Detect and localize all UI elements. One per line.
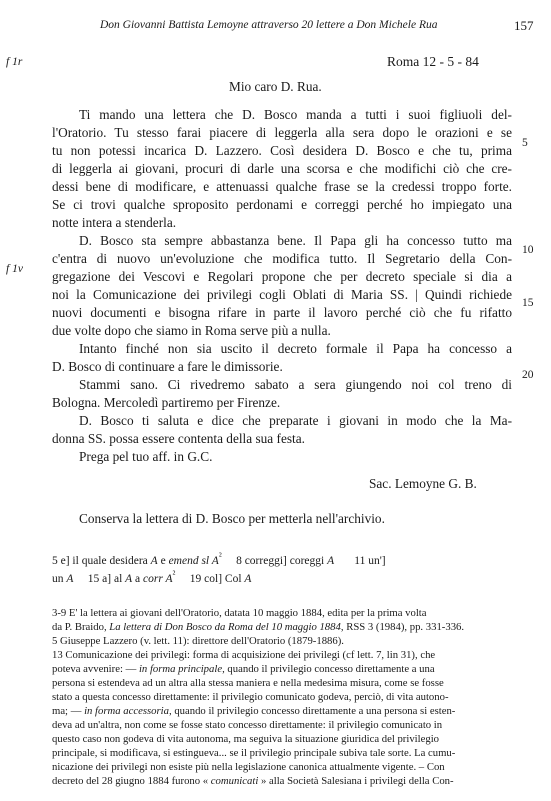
- page-number: 157: [514, 18, 534, 33]
- letter-line: gregazione dei Vescovi e Regolari propone che per decreto speciale si dia a: [52, 269, 512, 284]
- line-number-5: 5: [522, 137, 528, 149]
- letter-line: D. Bosco sta sempre abbastanza bene. Il Papa gli ha concesso tutto ma: [79, 233, 512, 248]
- letter-line: dessi bene di modificare, e attenuassi qualche frase se la credessi troppo forte.: [52, 179, 512, 194]
- note-line: questo caso non godeva di vita autonoma, ma seguiva la situazione giuridica del privilegio: [52, 733, 440, 745]
- postscript: Conserva la lettera di D. Bosco per metterla nell'archivio.: [79, 511, 385, 526]
- letter-line: donna SS. possa essere contenta della sua festa.: [52, 431, 305, 446]
- letter-line: notte intera a stenderla.: [52, 215, 177, 230]
- note-line: 13 Comunicazione dei privilegi: forma di acquisizione dei privilegi (cf lett. 7, lin 31), che: [52, 649, 436, 661]
- note-line: stato a questa concesso direttamente: il privilegio comunicato godeva, perciò, di vita autono-: [52, 691, 449, 703]
- folio-mark-1v: f 1v: [6, 263, 23, 275]
- letter-line: Intanto finché non sia uscito il decreto formale il Papa ha concesso a: [79, 341, 512, 356]
- letter-line: D. Bosco di continuare a fare le dimissorie.: [52, 359, 283, 374]
- apparatus-line: 5 e] il quale desidera A e emend sl $A^{^2}$ 8 correggi] coreggi A 11 un']: [52, 551, 386, 567]
- note-line: nicazione dei privilegi non esiste più nella legislazione canonica attualmente vigente. – Con: [52, 761, 445, 773]
- note-line: principale, si modificava, si estingueva... se il privilegio principale subiva tale sorte. La cumu-: [52, 747, 456, 759]
- line-number-15: 15: [522, 297, 534, 309]
- folio-mark-1r: f 1r: [6, 56, 23, 68]
- letter-line: Ti mando una lettera che D. Bosco manda a tutti i suoi figliuoli del-: [79, 107, 512, 122]
- letter-line: Se ci trovi qualche sproposito perdonami e correggi perché ho impiegato una: [52, 197, 512, 212]
- note-line: ma; — in forma accessoria, quando il privilegio concesso direttamente a una persona si esten-: [52, 705, 456, 717]
- line-number-10: 10: [522, 244, 534, 256]
- letter-line: di leggerla ai giovani, procuri di darle una scorsa e che modifichi ciò che cre-: [52, 161, 512, 176]
- note-line: da P. Braido, La lettera di Don Bosco da Roma del 10 maggio 1884, RSS 3 (1984), pp. 331-336.: [52, 621, 465, 633]
- apparatus-line: un A 15 a] al A a corr $A^{^2}$ 19 col] Col A: [52, 569, 252, 585]
- note-line: deva ad un'altra, non come se fosse stato concesso direttamente: il privilegio comunicato in: [52, 719, 443, 731]
- letter-line: Stammi sano. Ci rivedremo sabato a sera giungendo noi col treno di: [79, 377, 512, 392]
- letter-line: tu non potessi incarica D. Lazzero. Così desidera D. Bosco e che tu, prima: [52, 143, 512, 158]
- place-date: Roma 12 - 5 - 84: [387, 54, 479, 69]
- salutation: Mio caro D. Rua.: [229, 79, 322, 94]
- note-line: persona si estendeva ad un altra alla stessa maniera e nella medesima misura, come se fosse: [52, 677, 444, 689]
- note-line: decreto del 28 giugno 1884 furono « comunicati » alla Società Salesiana i privilegi della Con-: [52, 775, 454, 787]
- signature: Sac. Lemoyne G. B.: [369, 476, 477, 491]
- line-number-20: 20: [522, 369, 534, 381]
- letter-line: Prega pel tuo aff. in G.C.: [79, 449, 213, 464]
- note-line: 5 Giuseppe Lazzero (v. lett. 11): direttore dell'Oratorio (1879-1886).: [52, 635, 344, 647]
- letter-line: noi la Comunicazione dei privilegi cogli Oblati di Maria SS. | Quindi richiede: [52, 287, 512, 302]
- letter-line: Bologna. Mercoledì partiremo per Firenze.: [52, 395, 281, 410]
- note-line: poteva avvenire: — in forma principale, quando il privilegio concesso direttamente a una: [52, 663, 435, 675]
- letter-line: D. Bosco ti saluta e dice che preparate i giovani in modo che la Ma-: [79, 413, 512, 428]
- letter-line: c'entra di nuovo un'evoluzione che modifica tutto. Il Segretario della Con-: [52, 251, 512, 266]
- running-title: Don Giovanni Battista Lemoyne attraverso 20 lettere a Don Michele Rua: [100, 19, 438, 31]
- letter-line: nuovi documenti e bisogna rifare in parte il lavoro perché ciò che fu rifatto: [52, 305, 512, 320]
- letter-line: due volte dopo che siamo in Roma serve più a nulla.: [52, 323, 331, 338]
- note-line: 3-9 E' la lettera ai giovani dell'Oratorio, datata 10 maggio 1884, edita per la prima volta: [52, 607, 427, 619]
- letter-line: l'Oratorio. Tu stesso farai piacere di leggerla alla sera dopo le orazioni e se: [52, 125, 512, 140]
